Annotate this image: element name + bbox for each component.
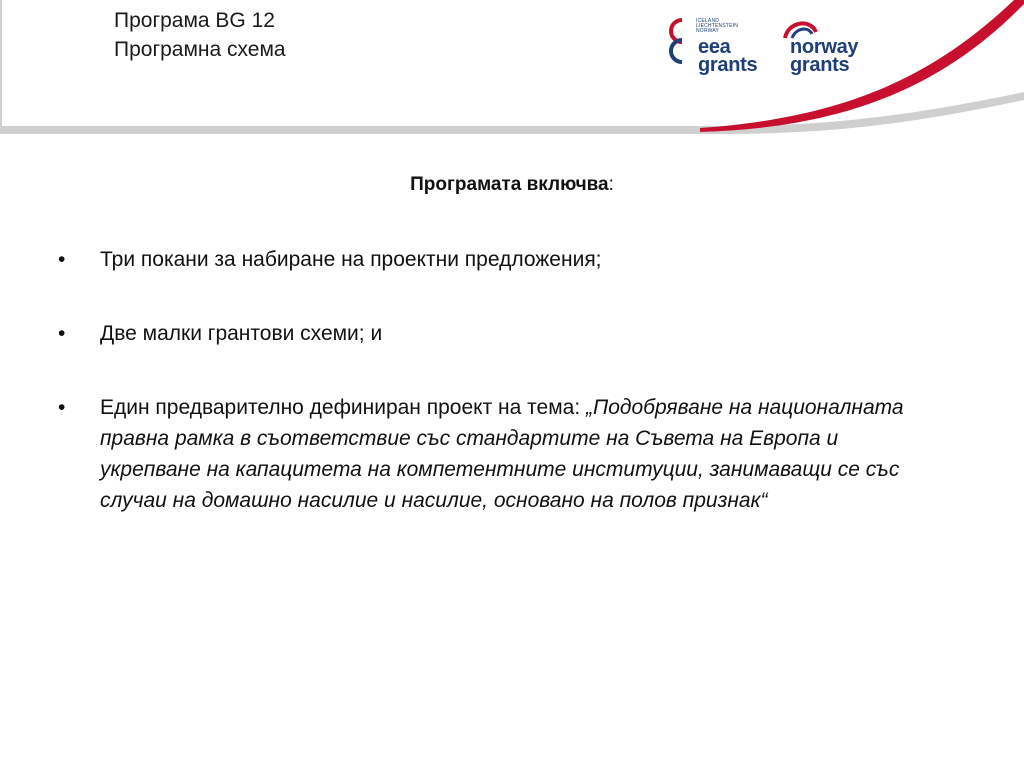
content-title-bold: Програмата включва (410, 174, 609, 195)
bullet-dot: • (58, 396, 66, 419)
program-code: Програма BG 12 (114, 9, 275, 32)
program-scheme: Програмна схема (114, 38, 286, 61)
bullet-dot: • (58, 248, 66, 271)
content-title-colon: : (608, 174, 614, 195)
header-title (114, 6, 286, 64)
norway-grants-logo (778, 16, 874, 76)
eea-logo-text: eea grants (698, 36, 758, 76)
eea-countries: ICELAND LIECHTENSTEIN NORWAY (696, 18, 739, 34)
bullet-text-italic: „Подобряване на националната правна рамка в съответствие със стандартите на Съвета на Европа и укрепване на капацитета на компетентните институции, занимаващи се със случаи на домашно насилие и насилие, основано на полов признак“ (100, 396, 904, 512)
bullet-dot: • (58, 322, 66, 345)
bullet-text-plain: Един предварително дефиниран проект на тема: (100, 396, 586, 419)
eea-grants-logo (668, 16, 768, 76)
bullet-text-rich (100, 392, 940, 516)
eea-flag-icon (668, 16, 698, 76)
bullet-text: Две малки грантови схеми; и (100, 322, 383, 345)
norway-logo-text: norway grants (790, 36, 859, 76)
bullet-text: Три покани за набиране на проектни предложения; (100, 248, 602, 271)
content-title (0, 174, 1024, 196)
